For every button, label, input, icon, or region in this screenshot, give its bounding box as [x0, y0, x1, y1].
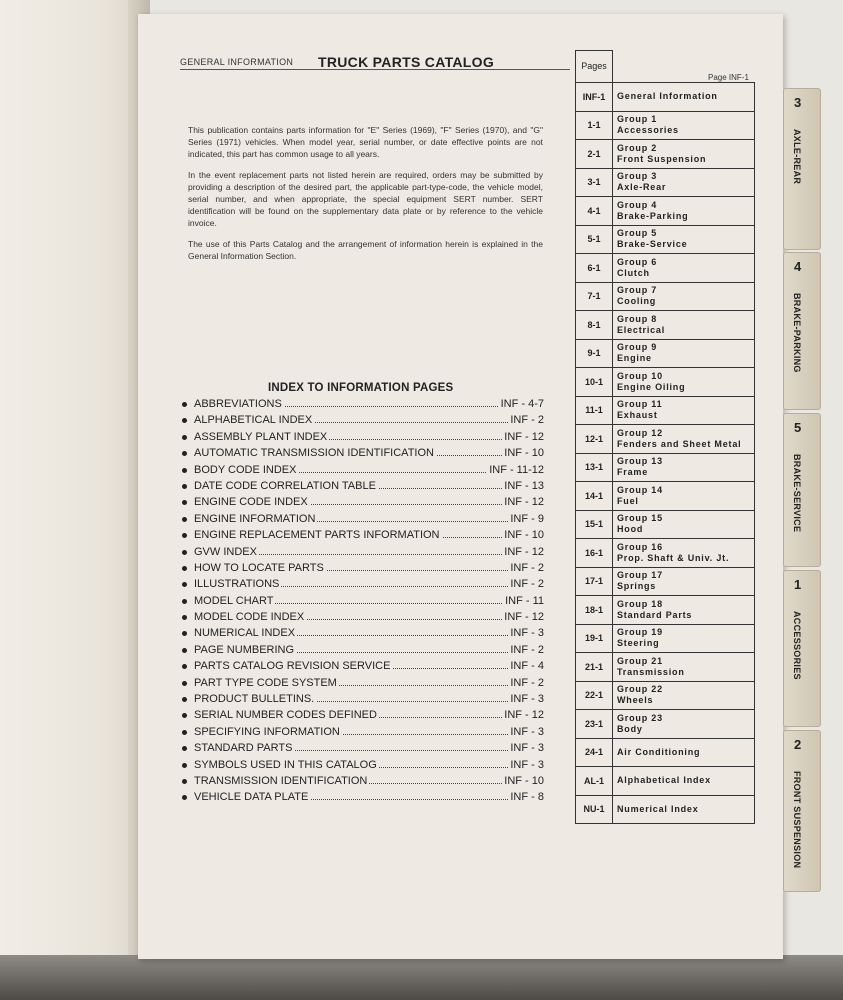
index-item: [182, 430, 544, 446]
index-item-page: INF - 3: [510, 758, 544, 771]
section-subtitle: Brake-Service: [617, 239, 688, 250]
section-label: [613, 169, 754, 197]
section-name: Group 11: [617, 399, 663, 410]
section-table: [575, 50, 755, 824]
index-item-page: INF - 12: [504, 709, 544, 722]
section-subtitle: Springs: [617, 581, 657, 592]
index-item-label: PRODUCT BULLETINS.: [194, 693, 315, 706]
index-item-label: PARTS CATALOG REVISION SERVICE: [194, 660, 391, 673]
section-subtitle: Front Suspension: [617, 153, 707, 164]
tab-number: 5: [794, 420, 802, 435]
section-page: 22-1: [576, 682, 613, 710]
index-item: [182, 463, 544, 479]
section-subtitle: Body: [617, 723, 643, 734]
index-item: [182, 594, 544, 610]
index-item-page: INF - 12: [504, 545, 544, 558]
section-page: 15-1: [576, 511, 613, 539]
section-row: [575, 710, 755, 739]
section-subtitle: Cooling: [617, 296, 657, 307]
section-subtitle: Prop. Shaft & Univ. Jt.: [617, 552, 730, 563]
index-item-label: STANDARD PARTS: [194, 742, 293, 755]
index-item: [182, 774, 544, 790]
section-label: [613, 311, 754, 339]
index-item-label: ILLUSTRATIONS: [194, 578, 280, 591]
section-page: 7-1: [576, 283, 613, 311]
bullet-icon: [182, 681, 187, 686]
index-item-page: INF - 3: [510, 742, 544, 755]
section-row: [575, 511, 755, 540]
section-row: [575, 482, 755, 511]
section-label: [613, 796, 754, 824]
section-subtitle: Exhaust: [617, 410, 658, 421]
section-name: Group 22: [617, 684, 663, 695]
bullet-icon: [182, 795, 187, 800]
index-item-page: INF - 13: [504, 479, 544, 492]
tab-number: 4: [794, 259, 802, 274]
bullet-icon: [182, 648, 187, 653]
intro-text: [188, 124, 543, 270]
section-name: Group 6: [617, 256, 658, 267]
divider-tab[interactable]: [783, 413, 821, 567]
section-row: [575, 82, 755, 112]
section-page: 6-1: [576, 254, 613, 282]
bullet-icon: [182, 779, 187, 784]
section-label: [613, 739, 754, 767]
tab-label: ACCESSORIES: [792, 611, 802, 680]
bullet-icon: [182, 550, 187, 555]
index-item-label: ENGINE REPLACEMENT PARTS INFORMATION: [194, 529, 440, 542]
section-header: GENERAL INFORMATION: [180, 57, 294, 67]
index-item: [182, 528, 544, 544]
bullet-icon: [182, 451, 187, 456]
index-item-page: INF - 4-7: [500, 398, 544, 410]
section-page: 17-1: [576, 568, 613, 596]
page-title: TRUCK PARTS CATALOG: [318, 54, 495, 70]
index-item: [182, 692, 544, 708]
section-name: Group 7: [617, 285, 658, 296]
index-item: [182, 790, 544, 806]
bullet-icon: [182, 517, 187, 522]
index-item-page: INF - 4: [510, 660, 544, 673]
bullet-icon: [182, 500, 187, 505]
section-label: [613, 653, 754, 681]
section-page: 23-1: [576, 710, 613, 738]
bullet-icon: [182, 713, 187, 718]
section-name: Group 17: [617, 570, 663, 581]
section-page: 1-1: [576, 112, 613, 140]
bottom-shadow: [0, 955, 843, 1000]
section-subtitle: Clutch: [617, 267, 650, 278]
bullet-icon: [182, 763, 187, 768]
section-row: [575, 568, 755, 597]
section-label: [613, 340, 754, 368]
section-label: [613, 397, 754, 425]
section-page: AL-1: [576, 767, 613, 795]
section-name: Group 4: [617, 199, 658, 210]
section-subtitle: Axle-Rear: [617, 182, 667, 193]
section-label: [613, 596, 754, 624]
page-number: Page INF-1: [708, 73, 749, 82]
bullet-icon: [182, 697, 187, 702]
index-item: [182, 626, 544, 642]
index-item-label: TRANSMISSION IDENTIFICATION: [194, 774, 368, 787]
section-page: 3-1: [576, 169, 613, 197]
index-item-label: SERIAL NUMBER CODES DEFINED: [194, 709, 377, 722]
bullet-icon: [182, 631, 187, 636]
bullet-icon: [182, 533, 187, 538]
tab-number: 2: [794, 737, 802, 752]
section-page: 14-1: [576, 482, 613, 510]
section-label: [613, 226, 754, 254]
section-page: 8-1: [576, 311, 613, 339]
index-item-page: INF - 2: [510, 643, 544, 656]
pages-header: Pages: [575, 50, 613, 82]
section-subtitle: Fuel: [617, 495, 639, 506]
index-item-label: ENGINE INFORMATION: [194, 512, 316, 525]
index-item-page: INF - 10: [504, 529, 544, 542]
index-item-label: ASSEMBLY PLANT INDEX: [194, 430, 328, 443]
section-label: [613, 83, 754, 111]
section-page: 9-1: [576, 340, 613, 368]
index-item-label: NUMERICAL INDEX: [194, 627, 296, 640]
index-item: [182, 446, 544, 462]
index-item: [182, 512, 544, 528]
section-label: [613, 368, 754, 396]
bullet-icon: [182, 599, 187, 604]
bullet-icon: [182, 402, 187, 407]
section-rows: [575, 82, 755, 824]
section-name: Group 13: [617, 456, 663, 467]
index-item-page: INF - 12: [504, 496, 544, 509]
section-row: [575, 112, 755, 141]
section-row: [575, 397, 755, 426]
section-label: [613, 254, 754, 282]
section-page: 4-1: [576, 197, 613, 225]
section-page: 11-1: [576, 397, 613, 425]
section-row: [575, 539, 755, 568]
section-page: 13-1: [576, 454, 613, 482]
index-item: [182, 495, 544, 511]
divider-tab[interactable]: [783, 570, 821, 727]
section-row: [575, 340, 755, 369]
section-subtitle: Engine Oiling: [617, 381, 686, 392]
index-item-label: AUTOMATIC TRANSMISSION IDENTIFICATION: [194, 447, 434, 460]
index-item-page: INF - 10: [504, 447, 544, 460]
index-item-page: INF - 12: [504, 430, 544, 443]
section-name: Group 15: [617, 513, 663, 524]
bullet-icon: [182, 484, 187, 489]
section-row: [575, 283, 755, 312]
divider-tab[interactable]: [783, 88, 821, 250]
index-item-page: INF - 3: [510, 725, 544, 738]
section-row: [575, 197, 755, 226]
section-name: Group 14: [617, 484, 663, 495]
index-item-page: INF - 3: [510, 627, 544, 640]
section-name: Group 3: [617, 171, 658, 182]
section-page: NU-1: [576, 796, 613, 824]
section-label: [613, 140, 754, 168]
section-subtitle: Fenders and Sheet Metal: [617, 438, 742, 449]
tab-label: BRAKE-SERVICE: [792, 454, 802, 533]
index-list: [182, 397, 544, 807]
section-name: Group 19: [617, 627, 663, 638]
index-item-label: GVW INDEX: [194, 545, 257, 558]
section-label: [613, 283, 754, 311]
bullet-icon: [182, 418, 187, 423]
section-row: [575, 169, 755, 198]
bullet-icon: [182, 582, 187, 587]
index-item-label: SYMBOLS USED IN THIS CATALOG: [194, 758, 377, 771]
index-item-page: INF - 11-12: [489, 463, 544, 476]
index-item: [182, 561, 544, 577]
index-item: [182, 610, 544, 626]
index-item: [182, 577, 544, 593]
section-row: [575, 739, 755, 768]
catalog-page: [138, 14, 783, 959]
section-page: 10-1: [576, 368, 613, 396]
section-page: 5-1: [576, 226, 613, 254]
index-item: [182, 708, 544, 724]
section-label: [613, 511, 754, 539]
section-name: Group 8: [617, 313, 658, 324]
section-page: INF-1: [576, 83, 613, 111]
index-item-page: INF - 9: [510, 512, 544, 525]
section-page: 18-1: [576, 596, 613, 624]
section-subtitle: Steering: [617, 638, 660, 649]
index-item-page: INF - 11: [505, 594, 544, 607]
section-label: [613, 568, 754, 596]
index-item-label: HOW TO LOCATE PARTS: [194, 561, 324, 574]
section-subtitle: Frame: [617, 467, 649, 478]
index-item: [182, 676, 544, 692]
bullet-icon: [182, 468, 187, 473]
index-title: INDEX TO INFORMATION PAGES: [268, 382, 454, 394]
index-item: [182, 659, 544, 675]
section-subtitle: Wheels: [617, 695, 654, 706]
section-row: [575, 596, 755, 625]
index-item: [182, 413, 544, 429]
index-item: [182, 397, 544, 413]
section-name: Group 18: [617, 598, 663, 609]
index-item-page: INF - 2: [510, 414, 544, 427]
section-name: Group 21: [617, 655, 663, 666]
section-label: [613, 454, 754, 482]
tab-number: 1: [794, 577, 802, 592]
section-label: [613, 197, 754, 225]
section-label: [613, 625, 754, 653]
section-label: [613, 767, 754, 795]
tab-label: BRAKE-PARKING: [792, 293, 802, 373]
index-item-page: INF - 10: [504, 774, 544, 787]
section-name: Group 16: [617, 541, 663, 552]
section-name: Group 23: [617, 712, 663, 723]
section-row: [575, 140, 755, 169]
section-row: [575, 682, 755, 711]
index-item-page: INF - 2: [510, 561, 544, 574]
section-row: [575, 653, 755, 682]
section-row: [575, 311, 755, 340]
index-item-label: PART TYPE CODE SYSTEM: [194, 676, 337, 689]
intro-paragraph-1: This publication contains parts information for "E" Series (1969), "F" Series (1970), and "G" Series (1971) vehicles. When model year, serial number, or date effective points are not indicated, this part has common usage to all years.: [188, 125, 543, 160]
index-item: [182, 479, 544, 495]
index-item-label: BODY CODE INDEX: [194, 463, 297, 476]
intro-paragraph-2: In the event replacement parts not listed herein are required, orders may be submitted by providing a description of the desired part, the applicable part-type-code, the vehicle model, serial number, and when appropriate, the special equipment SERT number. SERT identification will be found on the supplementary data plate or by reference to the vehicle invoice.: [188, 169, 543, 229]
section-name: Group 10: [617, 370, 663, 381]
section-row: [575, 625, 755, 654]
section-subtitle: Electrical: [617, 324, 666, 335]
section-label: [613, 112, 754, 140]
section-label: [613, 682, 754, 710]
section-name: Group 12: [617, 427, 663, 438]
tab-label: FRONT SUSPENSION: [792, 771, 802, 869]
tab-label: AXLE-REAR: [792, 129, 802, 185]
index-item-label: PAGE NUMBERING: [194, 643, 295, 656]
section-row: [575, 226, 755, 255]
bullet-icon: [182, 615, 187, 620]
section-name: Numerical Index: [617, 803, 699, 814]
index-item: [182, 643, 544, 659]
section-subtitle: Brake-Parking: [617, 210, 689, 221]
index-item-label: MODEL CODE INDEX: [194, 611, 305, 624]
index-item-label: SPECIFYING INFORMATION: [194, 725, 340, 738]
index-item-page: INF - 8: [510, 791, 544, 804]
tab-number: 3: [794, 95, 802, 110]
index-item-page: INF - 2: [510, 578, 544, 591]
section-row: [575, 796, 755, 825]
section-name: Alphabetical Index: [617, 775, 711, 786]
section-row: [575, 254, 755, 283]
section-page: 12-1: [576, 425, 613, 453]
index-item: [182, 758, 544, 774]
index-item-page: INF - 2: [510, 676, 544, 689]
section-page: 21-1: [576, 653, 613, 681]
bullet-icon: [182, 746, 187, 751]
index-item-label: DATE CODE CORRELATION TABLE: [194, 479, 376, 492]
section-row: [575, 425, 755, 454]
divider-tab[interactable]: [783, 730, 821, 892]
index-item-label: ENGINE CODE INDEX: [194, 496, 308, 509]
section-name: Group 9: [617, 342, 658, 353]
section-subtitle: Hood: [617, 524, 644, 535]
section-row: [575, 767, 755, 796]
section-name: Group 2: [617, 142, 658, 153]
section-label: [613, 425, 754, 453]
section-page: 2-1: [576, 140, 613, 168]
section-subtitle: Accessories: [617, 125, 679, 136]
section-page: 16-1: [576, 539, 613, 567]
section-page: 19-1: [576, 625, 613, 653]
bullet-icon: [182, 435, 187, 440]
index-item: [182, 741, 544, 757]
index-item-page: INF - 3: [510, 693, 544, 706]
section-subtitle: Transmission: [617, 666, 685, 677]
section-label: [613, 710, 754, 738]
index-item-label: MODEL CHART: [194, 594, 274, 607]
section-row: [575, 454, 755, 483]
section-row: [575, 368, 755, 397]
intro-paragraph-3: The use of this Parts Catalog and the arrangement of information herein is explained in the General Information Section.: [188, 238, 543, 261]
section-name: General Information: [617, 91, 718, 102]
section-name: Air Conditioning: [617, 746, 701, 757]
index-item-label: ALPHABETICAL INDEX: [194, 414, 313, 427]
section-page: 24-1: [576, 739, 613, 767]
index-item-label: VEHICLE DATA PLATE: [194, 791, 309, 804]
section-subtitle: Standard Parts: [617, 609, 693, 620]
section-label: [613, 482, 754, 510]
section-name: Group 5: [617, 228, 658, 239]
bullet-icon: [182, 664, 187, 669]
index-item-page: INF - 12: [504, 611, 544, 624]
section-subtitle: Engine: [617, 353, 652, 364]
section-label: [613, 539, 754, 567]
bullet-icon: [182, 566, 187, 571]
index-item: [182, 545, 544, 561]
section-name: Group 1: [617, 114, 658, 125]
bullet-icon: [182, 730, 187, 735]
index-item: [182, 725, 544, 741]
index-item-label: ABBREVIATIONS: [194, 398, 282, 410]
divider-tab[interactable]: [783, 252, 821, 410]
